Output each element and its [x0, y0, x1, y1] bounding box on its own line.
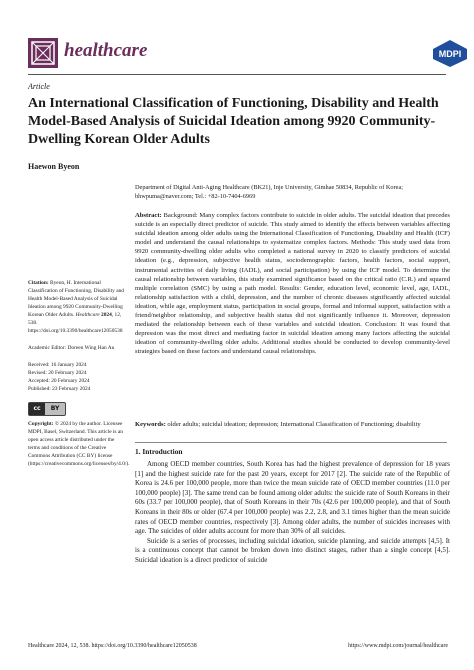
abstract-label: Abstract:: [135, 212, 162, 219]
citation-text: Byeon, H. International Classification of Functioning, Disability and Health Model-Based Analysis of Suicidal Ideation among 9920 Community-Dwelling Korean Older Adults.: [28, 280, 124, 318]
header-divider: [28, 74, 446, 75]
copyright-text: © 2024 by the author. Licensee MDPI, Basel, Switzerland. This article is an open access article distributed under the terms and conditions of the Creative Commons Attribution (CC BY) license (https://creativecommons.org/licenses/by/4.0/).: [28, 421, 130, 467]
citation-block: [28, 279, 126, 335]
received-date: Received: 16 January 2024: [28, 362, 87, 368]
journal-name: healthcare: [64, 40, 148, 61]
keywords-label: Keywords:: [135, 421, 166, 428]
author-name: Haewon Byeon: [28, 162, 80, 171]
article-title: An International Classification of Functioning, Disability and Health Model-Based Analysis of Suicidal Ideation among 9920 Community-Dwelling Korean Older Adults: [28, 96, 439, 147]
revised-date: Revised: 20 February 2024: [28, 370, 87, 376]
publisher-logo-icon: [430, 38, 470, 68]
footer-journal-link[interactable]: https://www.mdpi.com/journal/healthcare: [348, 643, 448, 649]
author-affiliation: Department of Digital Anti-Aging Healthcare (BK21), Inje University, Gimhae 50834, Republic of Korea; bhwpuma@naver.com; Tel.: +82-10-7404-6969: [135, 184, 404, 200]
footer-citation[interactable]: Healthcare 2024, 12, 538. https://doi.org/10.3390/healthcare12050538: [28, 643, 197, 649]
body-paragraph: Among OECD member countries, South Korea has had the highest prevalence of depression for 18 years [1] and the highest suicide rate for the past 20 years, except for 2017 [2]. The suicide rate of the Republic of Korea is 24.6 per 100,000 people, more than twice the mean suicide rate of OECD member countries (11.0 per 100,000 people) [3]. The same trend can be found among older adults: the suicide rate of South Koreans in their 60s (33.7 per 100,000 people), that of South Koreans in their 70s (42.6 per 100,000 people), and that of South Koreans in their 80s or older (67.4 per 100,000 people) was 2.2, 2.8, and 3.1 times higher than the mean suicide rates of OECD member countries, respectively [3]. Among older adults, the number of suicides increases with age. The suicides of older adults account for more than 30% of all suicides.: [135, 460, 450, 536]
keywords-text: older adults; suicidal ideation; depression; International Classification of Functioning; disability: [165, 421, 421, 428]
citation-label: Citation:: [28, 280, 49, 286]
article-type: Article: [28, 82, 50, 91]
citation-doi[interactable]: , 12, 538. https://doi.org/10.3390/healthcare12050538: [28, 312, 123, 334]
cc-by-license-icon[interactable]: [28, 402, 66, 416]
academic-editor: Academic Editor: Doreen Wing Han Au: [28, 345, 115, 351]
keywords-divider: [135, 442, 447, 443]
copyright-label: Copyright:: [28, 421, 54, 427]
abstract-text: Background: Many complex factors contribute to suicide in older adults. The suicidal ideation that precedes suicide is an especially direct predictor of suicide. This study aimed to identify the effects between variables affecting suicidal ideation among older adults using the International Classification of Functioning, Disability and Health (ICF) model and understand the causal relationships to systematize complex factors. Methods: This study used data from 9920 community-dwelling older adults who completed a national survey in 2020 to classify predictors of suicidal ideation (e.g., depression, subjective health status, sociodemographic factors, health factors, social support, instrumental activities of daily living (IADL), and social participation) by using the ICF model. To determine the causal relationship between variables, this study examined significance based on the critical ratio (C.R.) and squared multiple correlation (SMC) by using a path model. Results: Gender, education level, economic level, age, IADL, relationship satisfaction with a child, depression, and the number of chronic diseases significantly affected suicidal ideation, while age, employment status, participation in social groups, formal and informal support, satisfaction with a friend/neighbor relationship, and subjective health status did not significantly influence it. Moreover, depression mediated the relationship between each of these variables and suicidal ideation. Conclusion: It was found that depression was the most direct and mediating factor in suicidal ideation among many factors affecting the suicidal ideation of community-dwelling older adults. Additional studies should be conducted to develop community-level strategies based on these factors and understand causal relationships.: [135, 212, 450, 356]
accepted-date: Accepted: 20 February 2024: [28, 378, 90, 384]
citation-journal: Healthcare: [75, 312, 100, 318]
keywords: [135, 420, 450, 429]
dates-block: [28, 361, 126, 393]
body-paragraph: Suicide is a series of processes, including suicidal ideation, suicide planning, and suicide attempts [4,5]. It is a continuous concept that cannot be broken down into distinct stages, rather than a single concept [4,5]. Suicidal ideation is a direct predictor of suicide: [135, 536, 450, 564]
introduction-body: [135, 460, 450, 566]
svg-text:MDPI: MDPI: [438, 49, 462, 59]
article-sidebar: [28, 279, 130, 477]
by-icon: BY: [50, 405, 60, 412]
citation-year: 2024: [99, 312, 112, 318]
published-date: Published: 23 February 2024: [28, 386, 91, 392]
cc-icon: cc: [29, 403, 45, 415]
abstract: [135, 211, 450, 357]
section-heading-introduction: 1. Introduction: [135, 447, 183, 456]
journal-header: [28, 38, 462, 74]
journal-logo-icon: [28, 38, 58, 68]
copyright-block: [28, 420, 130, 468]
